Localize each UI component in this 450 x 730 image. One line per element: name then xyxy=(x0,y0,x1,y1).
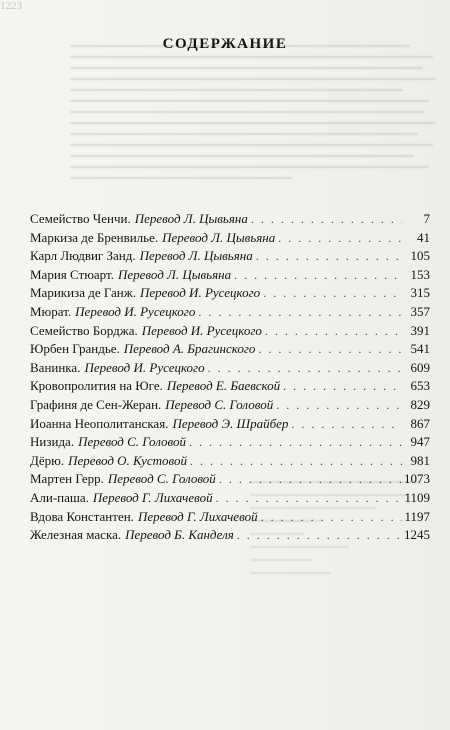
toc-entry xyxy=(30,508,430,527)
toc-entry xyxy=(30,396,430,415)
toc-entry-title: Ванинка. xyxy=(30,359,81,375)
toc-entry-title: Семейство Ченчи. xyxy=(30,211,131,226)
toc-entry-page-number: 357 xyxy=(410,303,430,319)
toc-entry xyxy=(30,284,430,303)
toc-entry-translator: Перевод Л. Цывьяна xyxy=(162,229,276,245)
toc-entry xyxy=(30,266,430,285)
dot-leader xyxy=(263,284,402,303)
dot-leader xyxy=(291,415,402,434)
toc-entry-translator: Перевод И. Русецкого xyxy=(75,303,196,319)
toc-entry-title: Али-паша. xyxy=(30,489,89,505)
dot-leader xyxy=(258,340,402,359)
dot-leader xyxy=(256,247,402,266)
bleed-through-text xyxy=(70,36,440,206)
toc-entry-page-number: 1245 xyxy=(404,527,430,543)
dot-leader xyxy=(276,396,402,415)
toc-entry-translator: Перевод Л. Цывьяна xyxy=(134,211,248,226)
toc-entry xyxy=(30,303,430,322)
toc-entry-page-number: 41 xyxy=(417,229,430,245)
toc-entry-translator: Перевод И. Русецкого xyxy=(84,359,205,375)
toc-entry-translator: Перевод С. Головой xyxy=(165,396,274,412)
toc-entry-page-number: 153 xyxy=(410,266,430,282)
page-title: СОДЕРЖАНИЕ xyxy=(162,36,288,52)
dot-leader xyxy=(208,359,402,378)
page-corner-number: 1223 xyxy=(0,0,22,12)
toc-entry-page-number: 1197 xyxy=(404,508,430,524)
toc-entry-page-number: 609 xyxy=(410,359,430,375)
toc-entry xyxy=(30,229,430,248)
toc-entry-translator: Перевод И. Русецкого xyxy=(140,285,261,301)
table-of-contents xyxy=(30,210,430,545)
toc-entry-page-number: 947 xyxy=(410,434,430,450)
toc-entry-page-number: 829 xyxy=(410,396,430,412)
toc-entry-translator: Перевод Б. Канделя xyxy=(125,527,234,543)
toc-entry-title: Кровопролития на Юге. xyxy=(30,378,163,394)
dot-leader xyxy=(261,508,402,527)
toc-entry xyxy=(30,377,430,396)
toc-entry-page-number: 541 xyxy=(410,341,430,357)
toc-entry-title: Графиня де Сен-Жеран. xyxy=(30,396,162,412)
toc-entry xyxy=(30,433,430,452)
toc-entry-title: Вдова Константен. xyxy=(30,508,134,524)
toc-entry-title: Маркиза де Бренвилье. xyxy=(30,229,159,245)
toc-entry-translator: Перевод Л. Цывьяна xyxy=(117,266,232,282)
dot-leader xyxy=(234,266,402,285)
dot-leader xyxy=(198,303,402,322)
dot-leader xyxy=(283,377,402,396)
toc-entry xyxy=(30,526,430,545)
dot-leader xyxy=(190,452,402,471)
dot-leader xyxy=(219,470,402,489)
toc-entry-page-number: 391 xyxy=(410,322,430,338)
dot-leader xyxy=(216,489,402,508)
toc-entry-translator: Перевод И. Русецкого xyxy=(141,322,262,338)
dot-leader xyxy=(237,526,402,545)
dot-leader xyxy=(265,322,402,341)
toc-entry-page-number: 7 xyxy=(423,211,430,226)
toc-entry-translator: Перевод Г. Лихачевой xyxy=(92,489,213,505)
toc-entry-page-number: 1109 xyxy=(404,489,430,505)
toc-entry-title: Иоанна Неополитанская. xyxy=(30,415,169,431)
toc-entry-page-number: 315 xyxy=(410,285,430,301)
toc-entry xyxy=(30,210,430,229)
toc-entry-translator: Перевод Э. Шрайбер xyxy=(172,415,289,431)
toc-entry-page-number: 653 xyxy=(410,378,430,394)
toc-entry-title: Марикиза де Ганж. xyxy=(30,285,136,301)
toc-entry-page-number: 1073 xyxy=(404,471,430,487)
toc-entry-title: Железная маска. xyxy=(30,527,122,543)
toc-entry-page-number: 867 xyxy=(410,415,430,431)
toc-entry-translator: Перевод С. Головой xyxy=(78,434,187,450)
toc-entry xyxy=(30,340,430,359)
toc-entry-translator: Перевод С. Головой xyxy=(107,471,216,487)
toc-entry xyxy=(30,415,430,434)
toc-entry-page-number: 981 xyxy=(410,452,430,468)
toc-entry xyxy=(30,489,430,508)
toc-entry-title: Семейство Борджа. xyxy=(30,322,138,338)
toc-entry-translator: Перевод Г. Лихачевой xyxy=(137,508,258,524)
toc-entry-title: Карл Людвиг Занд. xyxy=(30,248,136,264)
toc-entry-translator: Перевод Л. Цывьяна xyxy=(139,248,253,264)
toc-entry-translator: Перевод Е. Баевской xyxy=(166,378,281,394)
dot-leader xyxy=(189,433,402,452)
toc-entry-title: Низида. xyxy=(30,434,75,450)
toc-entry-translator: Перевод О. Кустовой xyxy=(68,452,188,468)
toc-entry-title: Мария Стюарт. xyxy=(30,266,114,282)
toc-entry-title: Дёрю. xyxy=(30,452,65,468)
toc-entry-title: Мюрат. xyxy=(30,303,72,319)
toc-entry xyxy=(30,359,430,378)
toc-entry xyxy=(30,322,430,341)
toc-entry xyxy=(30,247,430,266)
toc-entry xyxy=(30,452,430,471)
dot-leader xyxy=(278,229,402,248)
toc-entry-title: Мартен Герр. xyxy=(30,471,104,487)
toc-entry xyxy=(30,470,430,489)
toc-entry-translator: Перевод А. Брагинского xyxy=(123,341,256,357)
toc-entry-page-number: 105 xyxy=(410,248,430,264)
toc-entry-title: Юрбен Грандье. xyxy=(30,341,120,357)
dot-leader xyxy=(251,210,402,229)
